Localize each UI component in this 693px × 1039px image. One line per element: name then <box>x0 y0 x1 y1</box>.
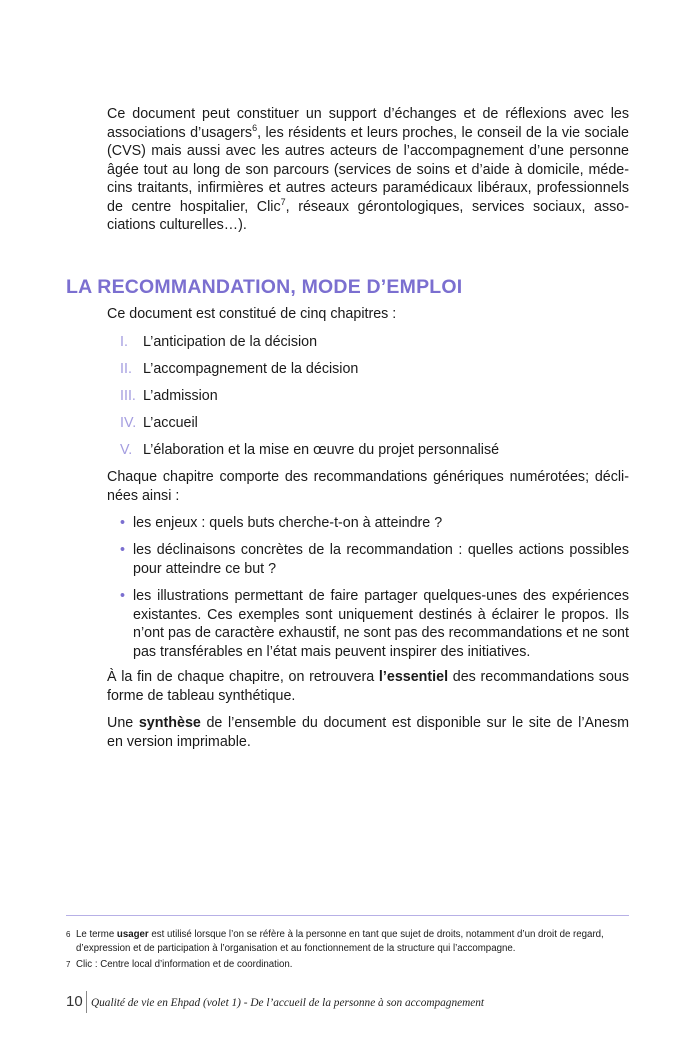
chapter-item <box>120 333 317 352</box>
list-item <box>120 587 629 661</box>
chapter-item <box>120 441 499 460</box>
bullet-text: les enjeux : quels buts cherche-t-on à atteindre ? <box>133 515 443 531</box>
chapter-numeral: I. <box>120 334 128 350</box>
list-item <box>120 541 629 578</box>
footnote-text <box>76 928 629 956</box>
section-heading: LA RECOMMANDATION, MODE D’EMPLOI <box>66 276 463 298</box>
synthese-paragraph <box>107 714 629 751</box>
bullet-icon: • <box>120 515 126 531</box>
footnote-mark: 7 <box>66 960 71 969</box>
footnote-bold: usager <box>116 929 149 940</box>
essentiel-text-after: des recommandations sous forme de tableau synthétique. <box>107 669 629 704</box>
bullet-text: les illustrations permettant de faire partager quelques-unes des expériences existantes. Ces exemples sont uniquement destinés à éclairer le propos. Ils n’ont pas de caractère exhaustif, ne sont pas des recommandations et ne sont pas transférables en l’état mais peuvent inspirer des initiatives. <box>133 588 629 660</box>
chapters-description: Chaque chapitre comporte des recommandations génériques numérotées; déclinées ainsi : <box>107 469 629 504</box>
chapter-label: L’élaboration et la mise en œuvre du projet personnalisé <box>143 442 500 458</box>
footnote-6 <box>66 928 629 956</box>
intro-text-3: , réseaux gérontologiques, services sociaux, associations culturelles…). <box>107 198 630 233</box>
footnote-ref-6[interactable]: 6 <box>252 122 258 133</box>
synthese-bold: synthèse <box>138 715 201 731</box>
footnote-7 <box>66 958 629 972</box>
chapter-item <box>120 360 358 379</box>
footnote-mark: 6 <box>66 930 71 939</box>
chapter-numeral: IV. <box>120 415 137 431</box>
essentiel-text-before: À la fin de chaque chapitre, on retrouvera <box>107 669 379 685</box>
bullet-icon: • <box>120 542 126 558</box>
running-title: Qualité de vie en Ehpad (volet 1) - De l’accueil de la personne à son accompagnement <box>91 997 485 1009</box>
intro-paragraph <box>107 105 629 235</box>
chapter-numeral: III. <box>120 388 136 404</box>
chapter-label: L’admission <box>143 388 218 404</box>
intro-text-2: , les résidents et leurs proches, le conseil de la vie sociale (CVS) mais aussi avec les autres acteurs de l’accompagnement d’une personne âgée tout au long de son parcours (services de soins et d’aide à domicile, médecins traitants, infirmières et autres acteurs paramédicaux libéraux, professionnels de centre hospitalier, Clic <box>107 124 630 215</box>
chapter-item <box>120 414 198 433</box>
bullet-icon: • <box>120 588 126 604</box>
footer-divider <box>86 991 87 1013</box>
footnote-text-after: est utilisé lorsque l’on se réfère à la personne en tant que sujet de droits, notamment d’un droit de regard, d’expression et de participation à l’organisation et au fonctionnement de la structure qui l’accompagne. <box>76 929 604 955</box>
bullet-text: les déclinaisons concrètes de la recommandation : quelles actions possibles pour atteindre ce but ? <box>133 542 629 577</box>
footnote-text <box>76 958 629 972</box>
chapter-item <box>120 387 218 406</box>
chapter-label: L’anticipation de la décision <box>143 334 318 350</box>
footnote-text-before: Clic : Centre local d’information et de coordination. <box>76 959 293 970</box>
intro-text-1: Ce document peut constituer un support d’échanges et de réflexions avec les associations d’usagers <box>107 106 629 141</box>
footnote-ref-7[interactable]: 7 <box>280 196 286 207</box>
page-number: 10 <box>66 993 83 1010</box>
chapter-numeral: II. <box>120 361 132 377</box>
chapters-lead: Ce document est constitué de cinq chapitres : <box>107 306 397 322</box>
footnote-divider <box>66 915 629 916</box>
chapter-label: L’accompagnement de la décision <box>143 361 359 377</box>
footnote-text-before: Le terme <box>76 929 117 940</box>
synthese-text-after: de l’ensemble du document est disponible sur le site de l’Anesm en version imprimable. <box>107 715 630 750</box>
list-item <box>120 514 629 533</box>
synthese-text-before: Une <box>107 715 139 731</box>
essentiel-bold: l’essentiel <box>378 669 449 685</box>
chapter-numeral: V. <box>120 442 133 458</box>
chapter-label: L’accueil <box>143 415 198 431</box>
essentiel-paragraph <box>107 668 629 705</box>
